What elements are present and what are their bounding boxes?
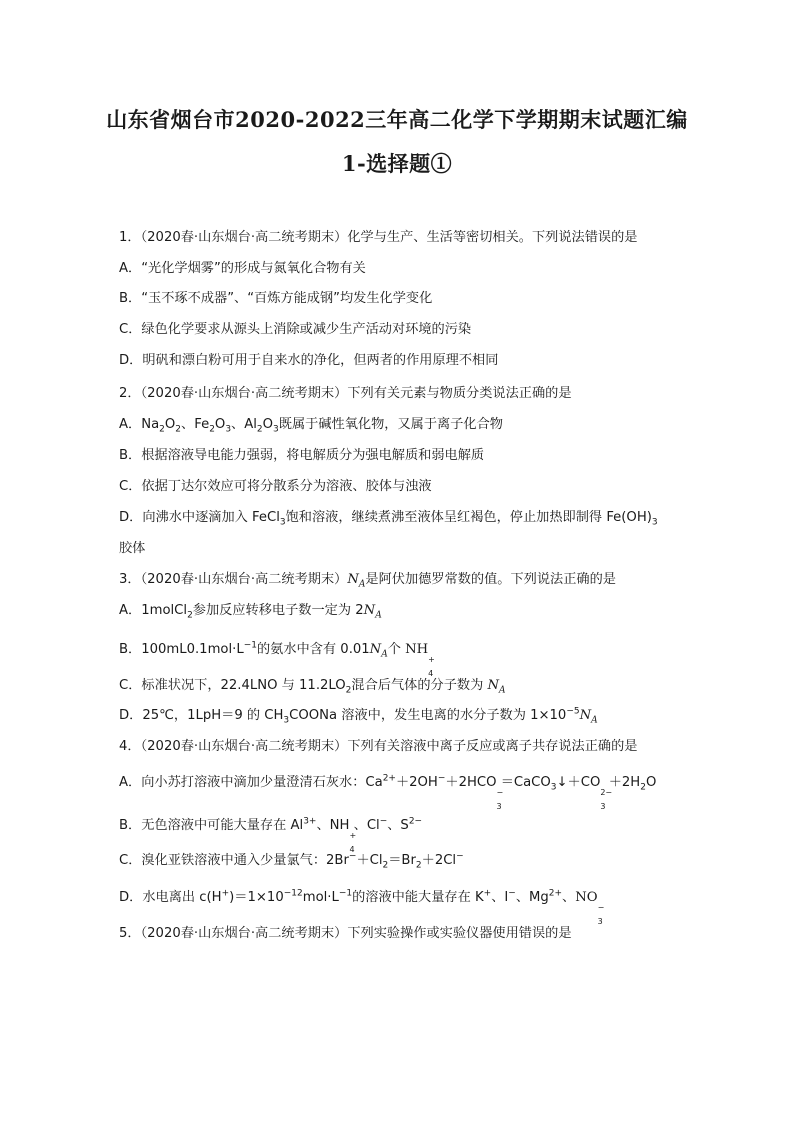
q4-option-c: C．溴化亚铁溶液中通入少量氯气：$2Br^-+Cl_2=Br_2+2Cl^-$	[119, 851, 464, 871]
q3-stem: 3．（2020春·山东烟台·高二统考期末）$N_A$是阿伏加德罗常数的值。下列说法正确的是	[119, 572, 616, 590]
q1-option-b: B．“玉不琢不成器”、“百炼方能成钢”均发生化学变化	[119, 291, 433, 306]
q3-option-b: B．$100mL0.1mol\cdot L^{-1}$的氨水中含有 $0.01N_A$个 NH + 4	[119, 640, 435, 678]
q2-option-a: A．$Na_2O_2$、$Fe_2O_3$、$Al_2O_3$既属于碱性氧化物，又属于离子化合物	[119, 417, 503, 435]
q1-option-a: A．“光化学烟雾”的形成与氮氧化合物有关	[119, 261, 366, 276]
q2-option-d: D．向沸水中逐滴加入 FeCl$_3$饱和溶液，继续煮沸至液体呈红褐色，停止加热即制得 $Fe(OH)_3$	[119, 510, 658, 528]
page-subtitle: 1-选择题①	[341, 151, 453, 176]
q5-stem: 5．（2020春·山东烟台·高二统考期末）下列实验操作或实验仪器使用错误的是	[119, 926, 572, 941]
q4-stem: 4．（2020春·山东烟台·高二统考期末）下列有关溶液中离子反应或离子共存说法正确的是	[119, 739, 638, 754]
q2-option-c: C．依据丁达尔效应可将分散系分为溶液、胶体与浊液	[119, 479, 432, 494]
q4-option-d: D．水电离出 $c(H^+)=1\times 10^{-12}mol\cdot L^{-1}$的溶液中能大量存在 K+、I−、$Mg^{2+}$、NO − 3	[119, 888, 605, 926]
q3-option-c: C．标准状况下，22.4LNO 与 $11.2LO_2$混合后气体的分子数为 $N_A$	[119, 678, 506, 696]
q3-option-a: A．1molCl$_2$参加反应转移电子数一定为 $2N_A$	[119, 603, 382, 621]
q2-stem: 2．（2020春·山东烟台·高二统考期末）下列有关元素与物质分类说法正确的是	[119, 386, 572, 401]
q2-option-b: B．根据溶液导电能力强弱，将电解质分为强电解质和弱电解质	[119, 448, 485, 463]
q4-option-a: A．向小苏打溶液中滴加少量澄清石灰水：$Ca^{2+}+2OH^-+2HCO$ − 3 ＝CaCO$_3$↓＋CO 2− 3 $+2H_2O$	[119, 773, 657, 811]
q4-option-b: B．无色溶液中可能大量存在 $Al^{3+}$、NH + 4 、Cl−、$S^{2-}$	[119, 816, 423, 854]
q1-stem: 1．（2020春·山东烟台·高二统考期末）化学与生产、生活等密切相关。下列说法错误的是	[119, 230, 638, 245]
q2-option-d-continued: 胶体	[119, 541, 146, 556]
q1-option-d: D．明矾和漂白粉可用于自来水的净化，但两者的作用原理不相同	[119, 353, 499, 368]
page-title: 山东省烟台市2020-2022三年高二化学下学期期末试题汇编	[106, 107, 688, 132]
q1-option-c: C．绿色化学要求从源头上消除或减少生产活动对环境的污染	[119, 322, 472, 337]
q3-option-d: D．25℃，1LpH＝9 的 $CH_3COONa$ 溶液中，发生电离的水分子数为 $1\times 10^{-5}N_A$	[119, 706, 598, 726]
